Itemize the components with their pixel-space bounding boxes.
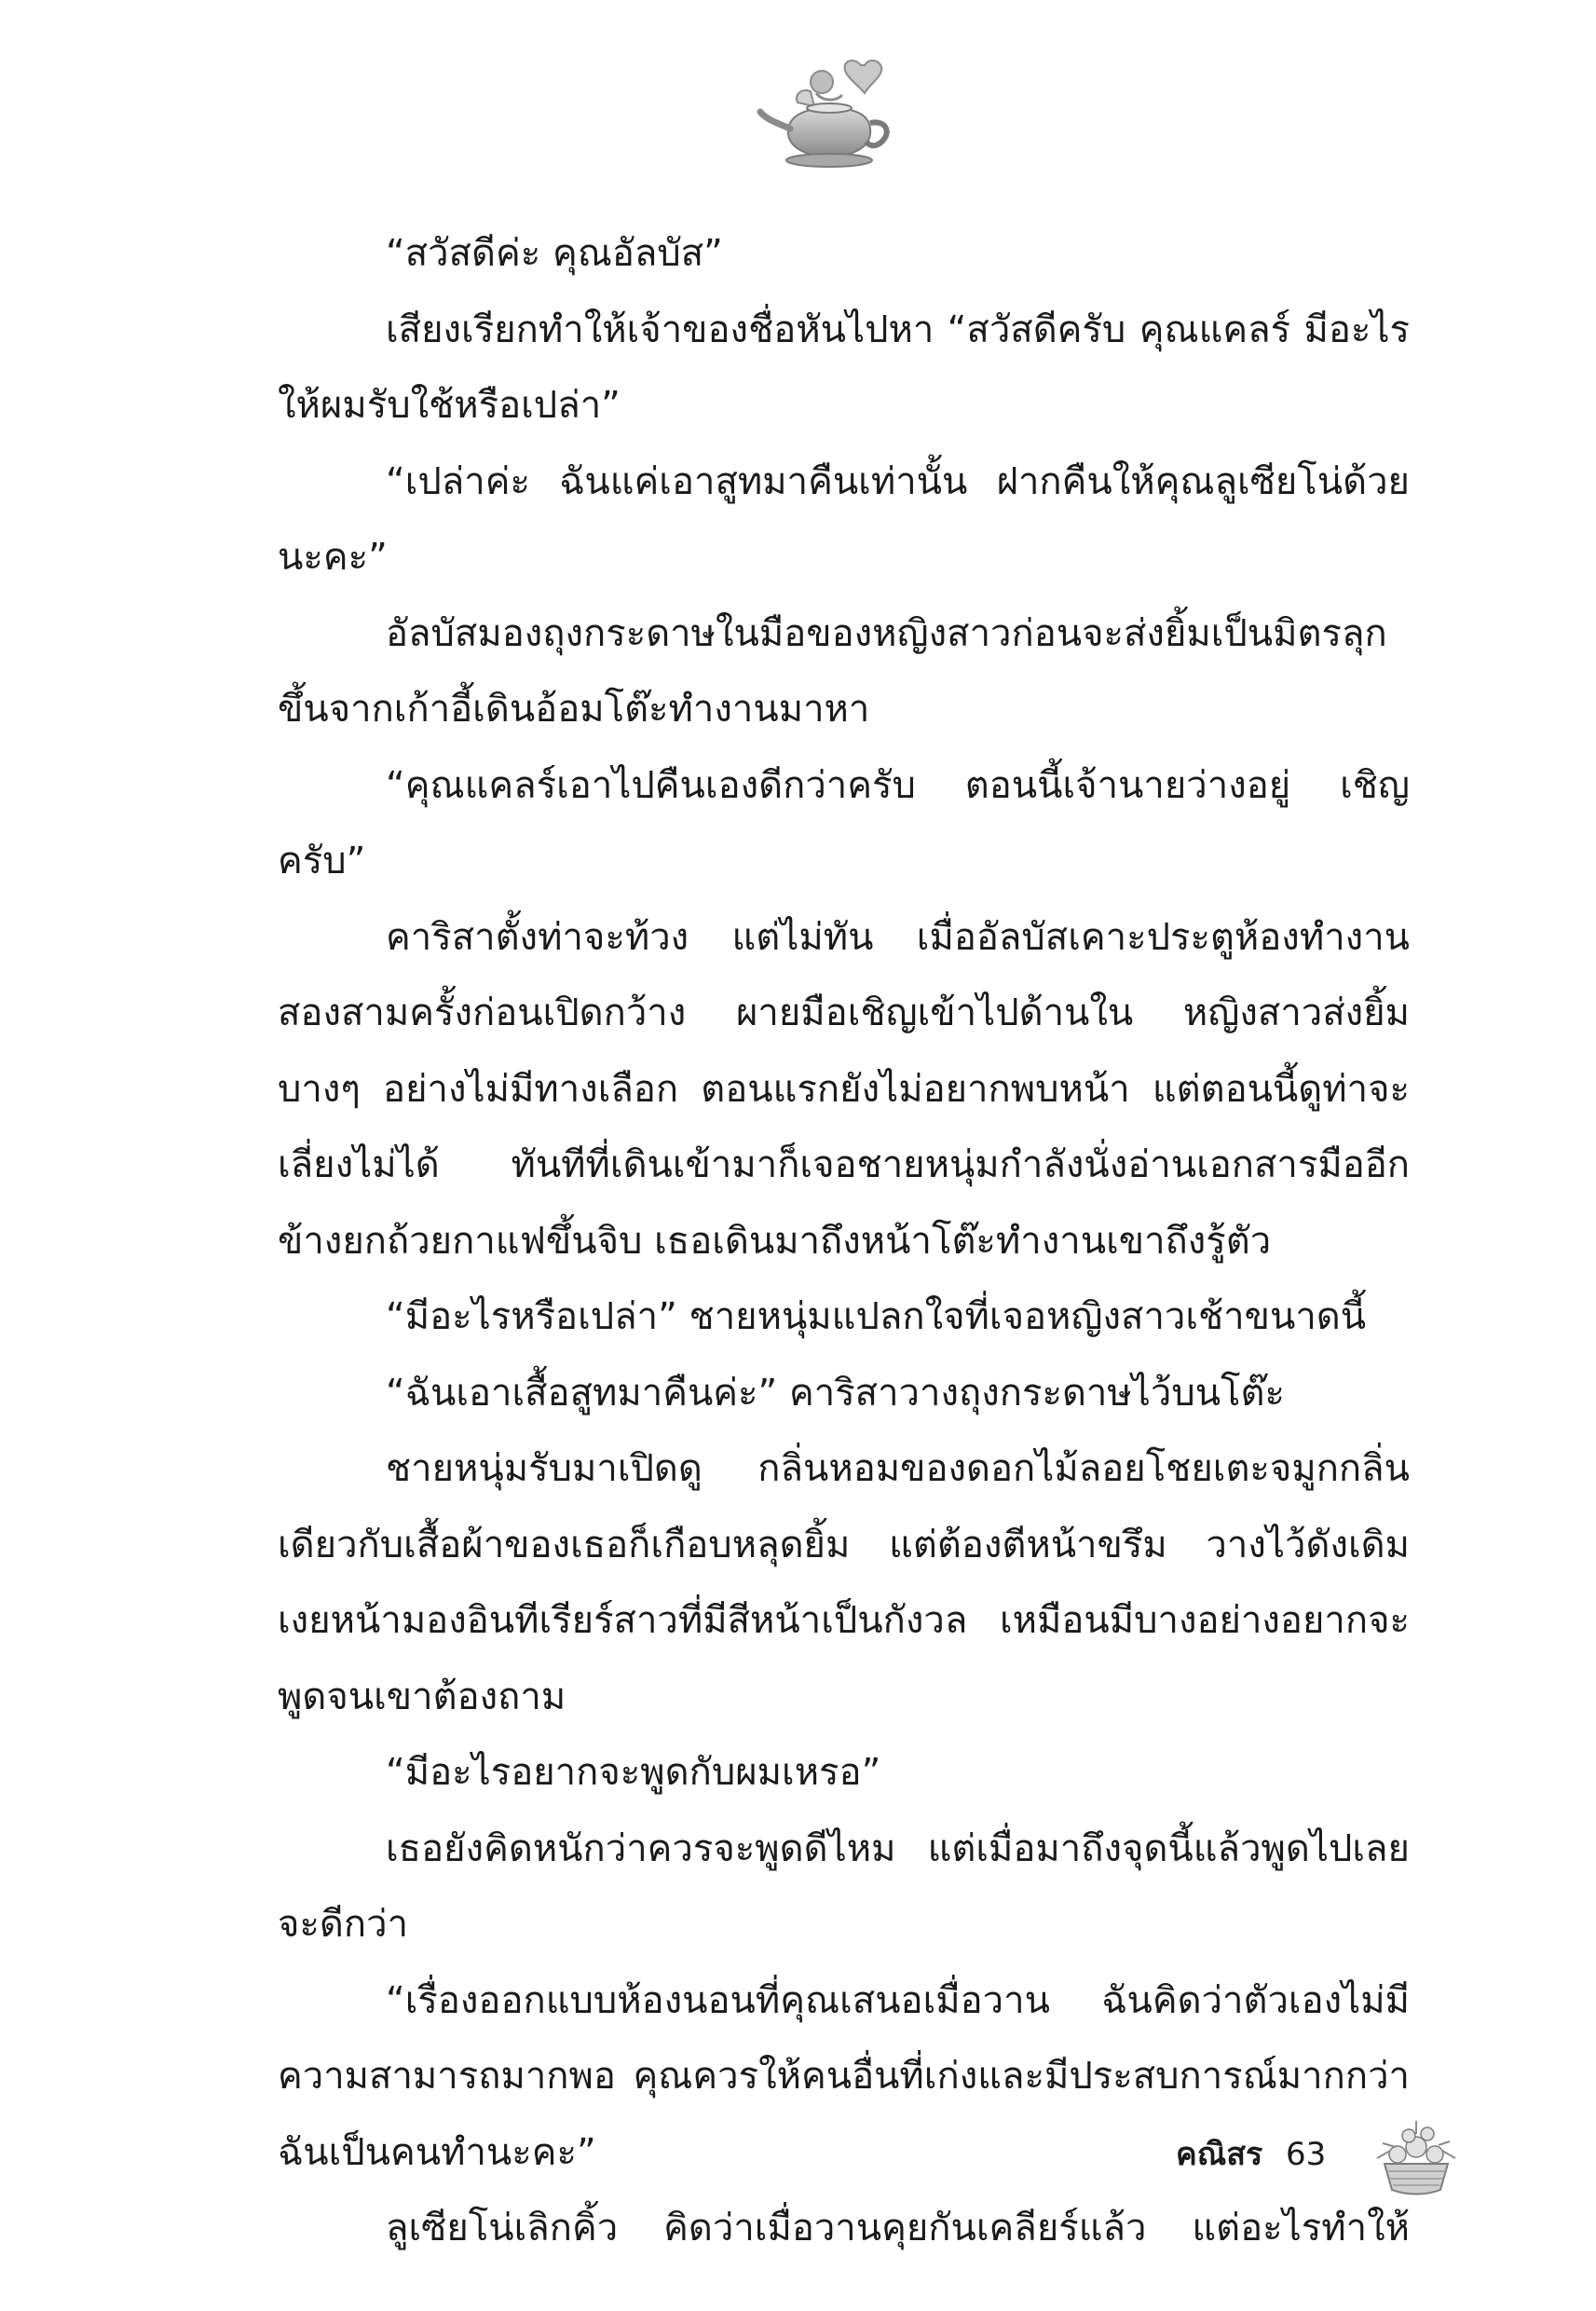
paragraph: อัลบัสมองถุงกระดาษในมือของหญิงสาวก่อนจะส่งยิ้มเป็นมิตรลุกขึ้นจากเก้าอี้เดินอ้อมโต๊ะทำงานมาหา [278,611,1387,731]
paragraph: “สวัสดีค่ะ คุณอัลบัส” [386,232,723,275]
flower-basket-icon [1370,2117,1463,2197]
paragraph: “ฉันเอาเสื้อสูทมาคืนค่ะ” คาริสาวางถุงกระดาษไว้บนโต๊ะ [386,1371,1285,1415]
paragraph: “มีอะไรหรือเปล่า” ชายหนุ่มแปลกใจที่เจอหญิงสาวเช้าขนาดนี้ [386,1295,1367,1338]
body-text [278,216,1410,2267]
paragraph: “คุณแคลร์เอาไปคืนเองดีกว่าครับ ตอนนี้เจ้านายว่างอยู่ เชิญครับ” [278,763,1410,882]
paragraph: ชายหนุ่มรับมาเปิดดู กลิ่นหอมของดอกไม้ลอยโชยเตะจมูกกลิ่นเดียวกับเสื้อผ้าของเธอก็เกือบหลุดยิ้ม แต่ต้องตีหน้าขรึม วางไว้ดังเดิม เงยหน้ามองอินทีเรียร์สาวที่มีสีหน้าเป็นกังวล เหมือนมีบางอย่างอยากจะพูดจนเขาต้องถาม [278,1447,1410,1718]
paragraph: “เรื่องออกแบบห้องนอนที่คุณเสนอเมื่อวาน ฉันคิดว่าตัวเองไม่มีความสามารถมากพอ คุณควรให้คนอื่นที่เก่งและมีประสบการณ์มากกว่าฉันเป็นคนทำนะคะ” [278,1978,1410,2174]
paragraph: “มีอะไรอยากจะพูดกับผมเหรอ” [386,1751,881,1794]
teapot-cupid-icon [757,54,906,177]
paragraph: เสียงเรียกทำให้เจ้าของชื่อหันไปหา “สวัสดีครับ คุณแคลร์ มีอะไรให้ผมรับใช้หรือเปล่า” [278,308,1410,427]
footer-author: คณิสร [1176,2136,1263,2173]
paragraph: เธอยังคิดหนักว่าควรจะพูดดีไหม แต่เมื่อมาถึงจุดนี้แล้วพูดไปเลยจะดีกว่า [278,1826,1410,1946]
paragraph: คาริสาตั้งท่าจะท้วง แต่ไม่ทัน เมื่ออัลบัสเคาะประตูห้องทำงานสองสามครั้งก่อนเปิดกว้าง ผายมือเชิญเข้าไปด้านใน หญิงสาวส่งยิ้มบางๆ อย่างไม่มีทางเลือก ตอนแรกยังไม่อยากพบหน้า แต่ตอนนี้ดูท่าจะเลี่ยงไม่ได้ ทันทีที่เดินเข้ามาก็เจอชายหนุ่มกำลังนั่งอ่านเอกสารมืออีกข้างยกถ้วยกาแฟขึ้นจิบ เธอเดินมาถึงหน้าโต๊ะทำงานเขาถึงรู้ตัว [278,915,1410,1263]
paragraph: “เปล่าค่ะ ฉันแค่เอาสูทมาคืนเท่านั้น ฝากคืนให้คุณลูเซียโน่ด้วยนะคะ” [278,459,1410,579]
page-number: 63 [1286,2136,1327,2173]
paragraph: ลูเซียโน่เลิกคิ้ว คิดว่าเมื่อวานคุยกันเคลียร์แล้ว แต่อะไรทำให้ [386,2207,1410,2249]
